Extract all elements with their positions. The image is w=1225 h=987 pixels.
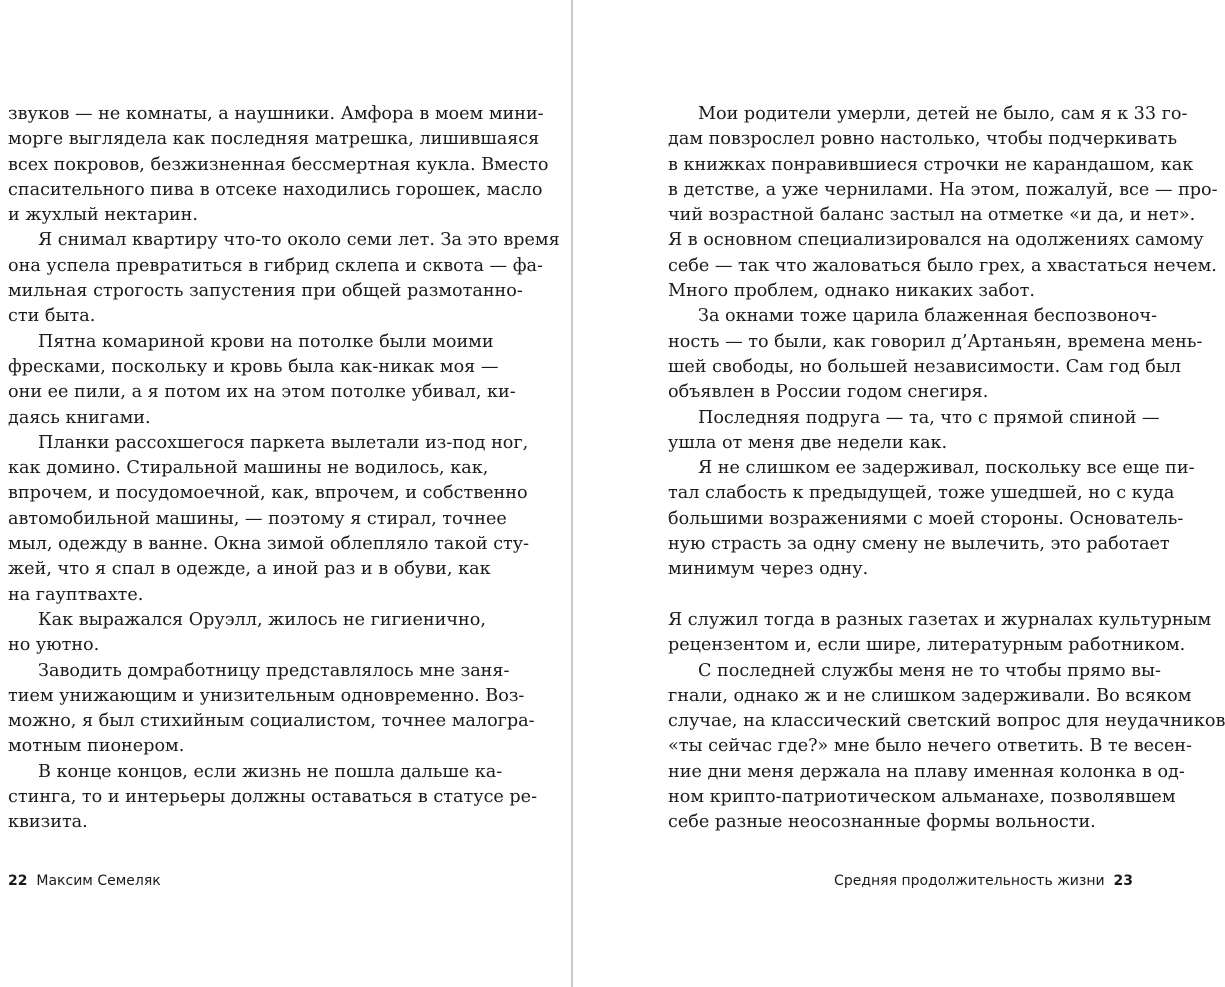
text-line: дам повзрослел ровно настолько, чтобы подчеркивать bbox=[668, 129, 1178, 150]
running-head-author: Максим Семеляк bbox=[36, 873, 161, 889]
text-line: С последней службы меня не то чтобы прямо вы- bbox=[698, 660, 1161, 681]
text-line: Планки рассохшегося паркета вылетали из-под ног, bbox=[38, 432, 529, 453]
text-line: в книжках понравившиеся строчки не карандашом, как bbox=[668, 154, 1194, 175]
text-line: всех покровов, безжизненная бессмертная кукла. Вместо bbox=[8, 154, 549, 175]
text-line: они ее пили, а я потом их на этом потолке убивал, ки- bbox=[8, 382, 516, 403]
text-line: мильная строгость запустения при общей размотанно- bbox=[8, 281, 523, 302]
text-line: спасительного пива в отсеке находились горошек, масло bbox=[8, 179, 543, 200]
text-line: себе разные неосознанные формы вольности. bbox=[668, 812, 1096, 833]
text-line: Я служил тогда в разных газетах и журналах культурным bbox=[668, 609, 1212, 630]
text-line: фресками, поскольку и кровь была как-никак моя — bbox=[8, 356, 499, 377]
text-line: рецензентом и, если шире, литературным работником. bbox=[668, 635, 1186, 656]
text-line: в детстве, а уже чернилами. На этом, пожалуй, все — про- bbox=[668, 179, 1218, 200]
text-line: Я в основном специализировался на одолжениях самому bbox=[668, 230, 1204, 251]
text-line: Я снимал квартиру что-то около семи лет. За это время bbox=[38, 230, 560, 251]
text-line: большими возражениями с моей стороны. Основатель- bbox=[668, 508, 1184, 529]
text-line: себе — так что жаловаться было грех, а хвастаться нечем. bbox=[668, 255, 1217, 276]
right-page bbox=[573, 0, 1225, 987]
left-page-footer bbox=[8, 872, 161, 890]
text-line: звуков — не комнаты, а наушники. Амфора в моем мини- bbox=[8, 104, 544, 124]
right-page-footer bbox=[834, 872, 1133, 890]
text-line: Заводить домработницу представлялось мне заня- bbox=[38, 660, 510, 681]
text-line: автомобильной машины, — поэтому я стирал, точнее bbox=[8, 508, 507, 529]
text-line: ную страсть за одну смену не вылечить, это работает bbox=[668, 534, 1170, 555]
text-line: чий возрастной баланс застыл на отметке «и да, и нет». bbox=[668, 205, 1196, 226]
text-line: гнали, однако ж и не слишком задерживали. Во всяком bbox=[668, 685, 1192, 706]
text-line: жей, что я спал в одежде, а иной раз и в обуви, как bbox=[8, 559, 491, 580]
text-line: Как выражался Оруэлл, жилось не гигиенично, bbox=[38, 609, 486, 630]
text-line: Пятна комариной крови на потолке были моими bbox=[38, 331, 494, 352]
running-head-title: Средняя продолжительность жизни bbox=[834, 873, 1105, 889]
text-line: стинга, то и интерьеры должны оставаться в статусе ре- bbox=[8, 787, 538, 808]
text-line: минимум через одну. bbox=[668, 559, 869, 580]
text-line: случае, на классический светский вопрос для неудачников bbox=[668, 711, 1225, 732]
section-break bbox=[668, 583, 1136, 608]
text-line: ном крипто-патриотическом альманахе, позволявшем bbox=[668, 787, 1176, 808]
text-line: мыл, одежду в ванне. Окна зимой облепляло такой сту- bbox=[8, 534, 530, 555]
text-line: но уютно. bbox=[8, 635, 100, 656]
page-number: 23 bbox=[1113, 873, 1133, 889]
text-line: Я не слишком ее задерживал, поскольку все еще пи- bbox=[698, 458, 1195, 479]
text-line: ность — то были, как говорил д’Артаньян, времена мень- bbox=[668, 331, 1203, 352]
text-line: она успела превратиться в гибрид склепа и сквота — фа- bbox=[8, 255, 543, 276]
text-line: сти быта. bbox=[8, 306, 96, 327]
text-line: ние дни меня держала на плаву именная колонка в од- bbox=[668, 761, 1185, 782]
text-line: морге выглядела как последняя матрешка, лишившаяся bbox=[8, 129, 540, 150]
left-page-text bbox=[8, 102, 560, 836]
text-line: шей свободы, но большей независимости. Сам год был bbox=[668, 356, 1182, 377]
text-line: можно, я был стихийным социалистом, точнее малогра- bbox=[8, 711, 535, 732]
text-line: как домино. Стиральной машины не водилось, как, bbox=[8, 458, 489, 479]
text-line: Последняя подруга — та, что с прямой спиной — bbox=[698, 407, 1160, 428]
page-number: 22 bbox=[8, 873, 28, 889]
text-line: Много проблем, однако никаких забот. bbox=[668, 281, 1035, 302]
text-line: В конце концов, если жизнь не пошла дальше ка- bbox=[38, 761, 503, 782]
text-line: на гауптвахте. bbox=[8, 584, 144, 605]
text-line: ушла от меня две недели как. bbox=[668, 432, 948, 453]
text-line: и жухлый нектарин. bbox=[8, 205, 198, 226]
left-page bbox=[0, 0, 572, 987]
text-line: впрочем, и посудомоечной, как, впрочем, и собственно bbox=[8, 483, 528, 504]
text-line: «ты сейчас где?» мне было нечего ответить. В те весен- bbox=[668, 736, 1192, 757]
text-line: даясь книгами. bbox=[8, 407, 151, 428]
text-line: Мои родители умерли, детей не было, сам я к 33 го- bbox=[698, 104, 1188, 124]
text-line: мотным пионером. bbox=[8, 736, 185, 757]
text-line: тием унижающим и унизительным одновременно. Воз- bbox=[8, 685, 525, 706]
text-line: квизита. bbox=[8, 812, 88, 833]
text-line: тал слабость к предыдущей, тоже ушедшей, но с куда bbox=[668, 483, 1175, 504]
right-page-text bbox=[668, 102, 1225, 836]
text-line: За окнами тоже царила блаженная беспозвоноч- bbox=[698, 306, 1158, 327]
text-line: объявлен в России годом снегиря. bbox=[668, 382, 989, 403]
